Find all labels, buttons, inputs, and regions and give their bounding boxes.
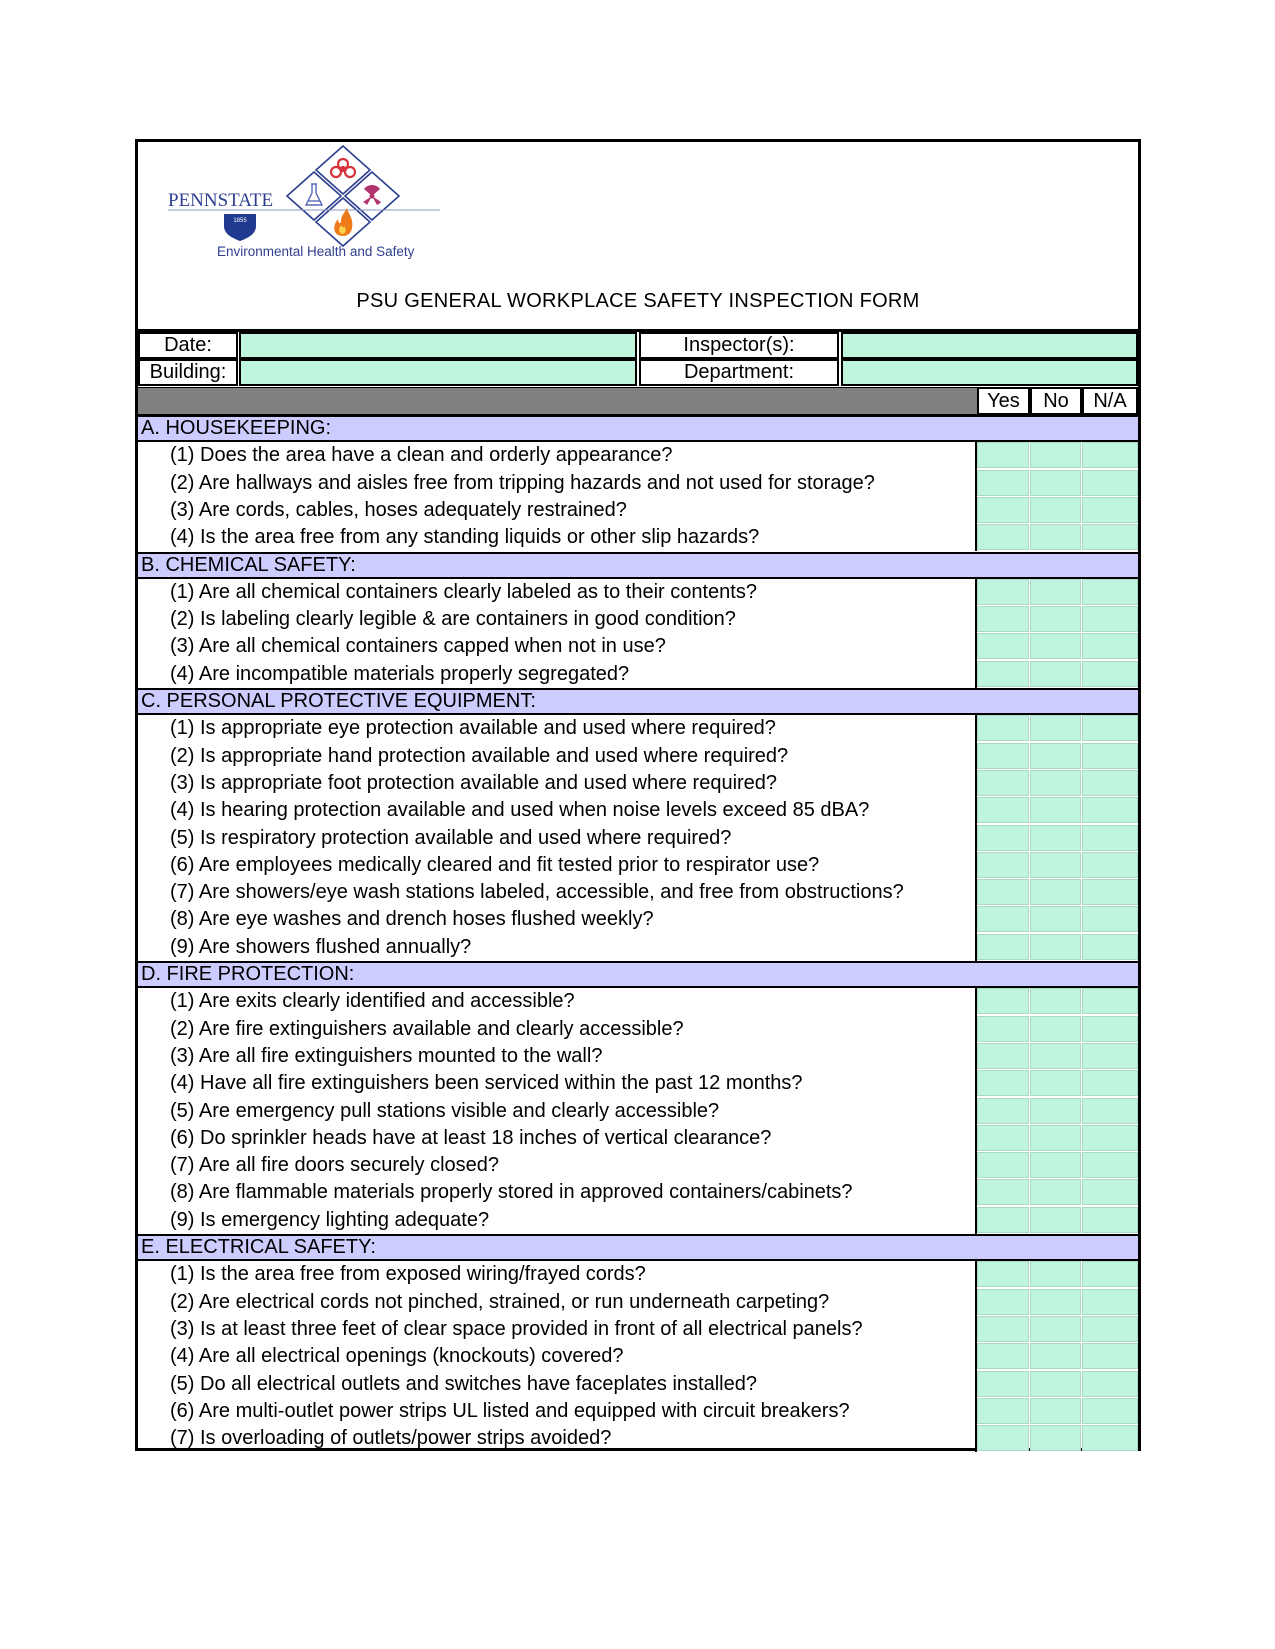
na-answer-cell[interactable] <box>1082 1016 1138 1042</box>
date-label: Date: <box>138 332 238 359</box>
na-answer-cell[interactable] <box>1082 470 1138 496</box>
no-answer-cell[interactable] <box>1030 497 1081 523</box>
na-answer-cell[interactable] <box>1082 1152 1138 1178</box>
na-answer-cell[interactable] <box>1082 1070 1138 1096</box>
yes-answer-cell[interactable] <box>977 879 1029 905</box>
yes-answer-cell[interactable] <box>977 1043 1029 1069</box>
na-answer-cell[interactable] <box>1082 1398 1138 1424</box>
penn-state-ehs-logo <box>168 144 468 264</box>
question-text: (4) Are all electrical openings (knockouts) covered? <box>170 1345 624 1368</box>
question-text: (4) Is the area free from any standing liquids or other slip hazards? <box>170 526 760 549</box>
na-answer-cell[interactable] <box>1082 1343 1138 1369</box>
yes-answer-cell[interactable] <box>977 1179 1029 1205</box>
no-answer-cell[interactable] <box>1030 1152 1081 1178</box>
na-answer-cell[interactable] <box>1082 633 1138 659</box>
inspector-label: Inspector(s): <box>639 332 839 359</box>
yes-answer-cell[interactable] <box>977 825 1029 851</box>
column-divider <box>975 715 977 961</box>
yes-column-header: Yes <box>977 387 1030 415</box>
date-field[interactable] <box>239 332 637 359</box>
na-answer-cell[interactable] <box>1082 1425 1138 1451</box>
na-answer-cell[interactable] <box>1082 1261 1138 1287</box>
yes-answer-cell[interactable] <box>977 1016 1029 1042</box>
question-text: (3) Is appropriate foot protection available and used where required? <box>170 771 778 794</box>
question-text: (4) Have all fire extinguishers been serviced within the past 12 months? <box>170 1072 803 1095</box>
pennstate-wordmark: PENNSTATE <box>168 190 274 211</box>
yes-answer-cell[interactable] <box>977 606 1029 632</box>
yes-answer-cell[interactable] <box>977 497 1029 523</box>
question-text: (5) Do all electrical outlets and switches have faceplates installed? <box>170 1372 757 1395</box>
yes-answer-cell[interactable] <box>977 1425 1029 1451</box>
inspector-field[interactable] <box>841 332 1138 359</box>
question-text: (8) Are flammable materials properly stored in approved containers/cabinets? <box>170 1181 853 1204</box>
na-answer-cell[interactable] <box>1082 879 1138 905</box>
question-text: (9) Is emergency lighting adequate? <box>170 1208 490 1231</box>
no-answer-cell[interactable] <box>1030 1207 1081 1233</box>
no-answer-cell[interactable] <box>1030 1289 1081 1315</box>
yes-answer-cell[interactable] <box>977 1316 1029 1342</box>
na-answer-cell[interactable] <box>1082 825 1138 851</box>
no-answer-cell[interactable] <box>1030 1098 1081 1124</box>
yes-answer-cell[interactable] <box>977 1261 1029 1287</box>
ehs-department-text: Environmental Health and Safety <box>217 244 415 259</box>
column-divider <box>975 579 977 688</box>
building-field[interactable] <box>239 359 637 386</box>
question-text: (7) Are showers/eye wash stations labeled, accessible, and free from obstructions? <box>170 881 904 904</box>
na-answer-cell[interactable] <box>1082 906 1138 932</box>
no-answer-cell[interactable] <box>1030 934 1081 960</box>
question-text: (8) Are eye washes and drench hoses flushed weekly? <box>170 908 654 931</box>
form-title: PSU GENERAL WORKPLACE SAFETY INSPECTION FORM <box>356 290 920 312</box>
column-divider <box>975 442 977 551</box>
question-text: (6) Are multi-outlet power strips UL listed and equipped with circuit breakers? <box>170 1399 850 1422</box>
na-answer-cell[interactable] <box>1082 1098 1138 1124</box>
column-divider <box>975 988 977 1234</box>
no-column-header: No <box>1030 387 1082 415</box>
question-text: (3) Are all chemical containers capped when not in use? <box>170 635 666 658</box>
yes-answer-cell[interactable] <box>977 797 1029 823</box>
question-text: (1) Are all chemical containers clearly labeled as to their contents? <box>170 580 757 603</box>
no-answer-cell[interactable] <box>1030 1179 1081 1205</box>
question-text: (5) Is respiratory protection available and used where required? <box>170 826 732 849</box>
yes-answer-cell[interactable] <box>977 1070 1029 1096</box>
no-answer-cell[interactable] <box>1030 743 1081 769</box>
question-text: (2) Are hallways and aisles free from tripping hazards and not used for storage? <box>170 471 875 494</box>
question-text: (4) Is hearing protection available and used when noise levels exceed 85 dBA? <box>170 799 870 822</box>
na-answer-cell[interactable] <box>1082 934 1138 960</box>
question-text: (1) Is the area free from exposed wiring/frayed cords? <box>170 1263 646 1286</box>
no-answer-cell[interactable] <box>1030 1371 1081 1397</box>
na-answer-cell[interactable] <box>1082 797 1138 823</box>
section-header: B. CHEMICAL SAFETY: <box>138 552 1138 579</box>
question-text: (2) Is appropriate hand protection available and used where required? <box>170 744 789 767</box>
form-header <box>138 142 1138 332</box>
question-text: (7) Are all fire doors securely closed? <box>170 1154 500 1177</box>
no-answer-cell[interactable] <box>1030 1316 1081 1342</box>
no-answer-cell[interactable] <box>1030 524 1081 550</box>
yes-answer-cell[interactable] <box>977 1343 1029 1369</box>
na-answer-cell[interactable] <box>1082 1316 1138 1342</box>
info-row-2 <box>138 359 1138 386</box>
no-answer-cell[interactable] <box>1030 1425 1081 1451</box>
info-row-1 <box>138 332 1138 359</box>
na-answer-cell[interactable] <box>1082 1207 1138 1233</box>
section-header: C. PERSONAL PROTECTIVE EQUIPMENT: <box>138 688 1138 715</box>
na-answer-cell[interactable] <box>1082 715 1138 741</box>
no-answer-cell[interactable] <box>1030 1343 1081 1369</box>
no-answer-cell[interactable] <box>1030 579 1081 605</box>
no-answer-cell[interactable] <box>1030 879 1081 905</box>
yes-answer-cell[interactable] <box>977 661 1029 687</box>
na-answer-cell[interactable] <box>1082 988 1138 1014</box>
no-answer-cell[interactable] <box>1030 770 1081 796</box>
question-text: (1) Are exits clearly identified and accessible? <box>170 990 575 1013</box>
yes-answer-cell[interactable] <box>977 715 1029 741</box>
yes-answer-cell[interactable] <box>977 770 1029 796</box>
section-header: E. ELECTRICAL SAFETY: <box>138 1234 1138 1261</box>
no-answer-cell[interactable] <box>1030 715 1081 741</box>
no-answer-cell[interactable] <box>1030 606 1081 632</box>
no-answer-cell[interactable] <box>1030 1398 1081 1424</box>
no-answer-cell[interactable] <box>1030 1261 1081 1287</box>
yes-answer-cell[interactable] <box>977 852 1029 878</box>
department-field[interactable] <box>841 359 1138 386</box>
question-text: (2) Are electrical cords not pinched, strained, or run underneath carpeting? <box>170 1290 830 1313</box>
no-answer-cell[interactable] <box>1030 1016 1081 1042</box>
yes-answer-cell[interactable] <box>977 579 1029 605</box>
na-answer-cell[interactable] <box>1082 1179 1138 1205</box>
na-answer-cell[interactable] <box>1082 1043 1138 1069</box>
na-answer-cell[interactable] <box>1082 442 1138 468</box>
question-text: (1) Does the area have a clean and orderly appearance? <box>170 444 673 467</box>
svg-text:1855: 1855 <box>233 218 247 224</box>
yes-answer-cell[interactable] <box>977 1371 1029 1397</box>
question-text: (6) Do sprinkler heads have at least 18 inches of vertical clearance? <box>170 1126 772 1149</box>
na-answer-cell[interactable] <box>1082 852 1138 878</box>
na-answer-cell[interactable] <box>1082 1371 1138 1397</box>
yes-answer-cell[interactable] <box>977 633 1029 659</box>
question-text: (7) Is overloading of outlets/power strips avoided? <box>170 1427 612 1450</box>
na-answer-cell[interactable] <box>1082 497 1138 523</box>
no-answer-cell[interactable] <box>1030 825 1081 851</box>
question-text: (3) Are all fire extinguishers mounted to the wall? <box>170 1044 603 1067</box>
na-answer-cell[interactable] <box>1082 524 1138 550</box>
no-answer-cell[interactable] <box>1030 1125 1081 1151</box>
shield-icon <box>224 214 256 241</box>
question-text: (9) Are showers flushed annually? <box>170 935 472 958</box>
na-answer-cell[interactable] <box>1082 606 1138 632</box>
no-answer-cell[interactable] <box>1030 797 1081 823</box>
yes-answer-cell[interactable] <box>977 1289 1029 1315</box>
yes-answer-cell[interactable] <box>977 442 1029 468</box>
section-header: D. FIRE PROTECTION: <box>138 961 1138 988</box>
yes-answer-cell[interactable] <box>977 743 1029 769</box>
yes-answer-cell[interactable] <box>977 934 1029 960</box>
no-answer-cell[interactable] <box>1030 470 1081 496</box>
department-label: Department: <box>639 359 839 386</box>
question-text: (3) Is at least three feet of clear space provided in front of all electrical panels? <box>170 1317 863 1340</box>
no-answer-cell[interactable] <box>1030 633 1081 659</box>
column-divider <box>975 1261 977 1452</box>
question-text: (2) Is labeling clearly legible & are containers in good condition? <box>170 608 736 631</box>
yes-answer-cell[interactable] <box>977 1098 1029 1124</box>
question-text: (1) Is appropriate eye protection available and used where required? <box>170 717 776 740</box>
na-answer-cell[interactable] <box>1082 1289 1138 1315</box>
yes-answer-cell[interactable] <box>977 988 1029 1014</box>
question-text: (2) Are fire extinguishers available and clearly accessible? <box>170 1017 684 1040</box>
no-answer-cell[interactable] <box>1030 1043 1081 1069</box>
no-answer-cell[interactable] <box>1030 661 1081 687</box>
no-answer-cell[interactable] <box>1030 1070 1081 1096</box>
no-answer-cell[interactable] <box>1030 442 1081 468</box>
question-text: (4) Are incompatible materials properly segregated? <box>170 662 630 685</box>
yes-answer-cell[interactable] <box>977 1152 1029 1178</box>
question-text: (3) Are cords, cables, hoses adequately restrained? <box>170 498 627 521</box>
na-answer-cell[interactable] <box>1082 661 1138 687</box>
question-text: (6) Are employees medically cleared and fit tested prior to respirator use? <box>170 853 820 876</box>
question-text: (5) Are emergency pull stations visible and clearly accessible? <box>170 1099 720 1122</box>
no-answer-cell[interactable] <box>1030 852 1081 878</box>
na-answer-cell[interactable] <box>1082 770 1138 796</box>
no-answer-cell[interactable] <box>1030 988 1081 1014</box>
building-label: Building: <box>138 359 238 386</box>
yes-answer-cell[interactable] <box>977 1125 1029 1151</box>
na-answer-cell[interactable] <box>1082 1125 1138 1151</box>
yes-answer-cell[interactable] <box>977 1398 1029 1424</box>
yes-answer-cell[interactable] <box>977 470 1029 496</box>
yes-answer-cell[interactable] <box>977 524 1029 550</box>
na-answer-cell[interactable] <box>1082 579 1138 605</box>
no-answer-cell[interactable] <box>1030 906 1081 932</box>
na-column-header: N/A <box>1082 387 1138 415</box>
section-header: A. HOUSEKEEPING: <box>138 415 1138 442</box>
yes-answer-cell[interactable] <box>977 906 1029 932</box>
inspection-form <box>135 139 1141 1451</box>
na-answer-cell[interactable] <box>1082 743 1138 769</box>
yes-answer-cell[interactable] <box>977 1207 1029 1233</box>
